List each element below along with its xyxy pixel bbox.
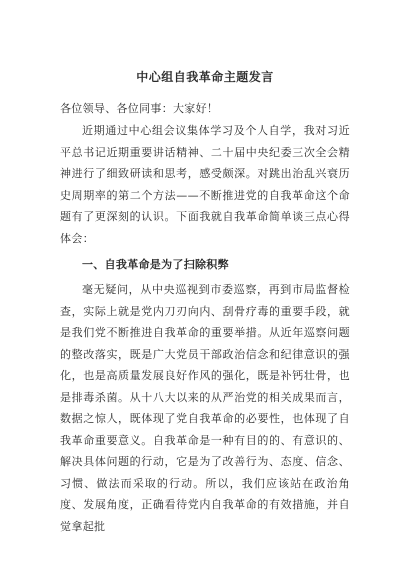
section-heading-1: 一、自我革命是为了扫除积弊 <box>82 258 229 271</box>
section-1-paragraph: 毫无疑问，从中央巡视到市委巡察，再到市局监督检查，实际上就是党内刀刃向内、刮骨疗毒的重要手段，就是我们党不断推进自我革命的重要举措。从近年巡察问题的整改落实，既是广大党员干部政治信念和纪律意识的强化，也是高质量发展良好作风的强化，既是补钙壮骨，也是排毒杀菌。从十八大以来的从严治党的相关成果而言，数据之惊人，既体现了党自我革命的必要性，也体现了自我革命重要意义。自我革命是一种有目的的、有意识的、解决具体问题的行动，它是为了改善行为、态度、信念、习惯、做法而采取的行动。所以，我们应该站在政治角度、发展角度，正确看待党内自我革命的有效措施，并自觉拿起批 <box>60 283 350 533</box>
salutation: 各位领导、各位同事：大家好！ <box>60 102 219 115</box>
intro-paragraph: 近期通过中心组会议集体学习及个人自学，我对习近平总书记近期重要讲话精神、二十届中央纪委三次全会精神进行了细致研读和思考，感受颇深。对跳出治乱兴衰历史周期率的第二个方法——不断推进党的自我革命这个命题有了更深刻的认识。下面我就自我革命简单谈三点心得体会： <box>60 124 350 245</box>
document-title: 中心组自我革命主题发言 <box>136 70 274 84</box>
